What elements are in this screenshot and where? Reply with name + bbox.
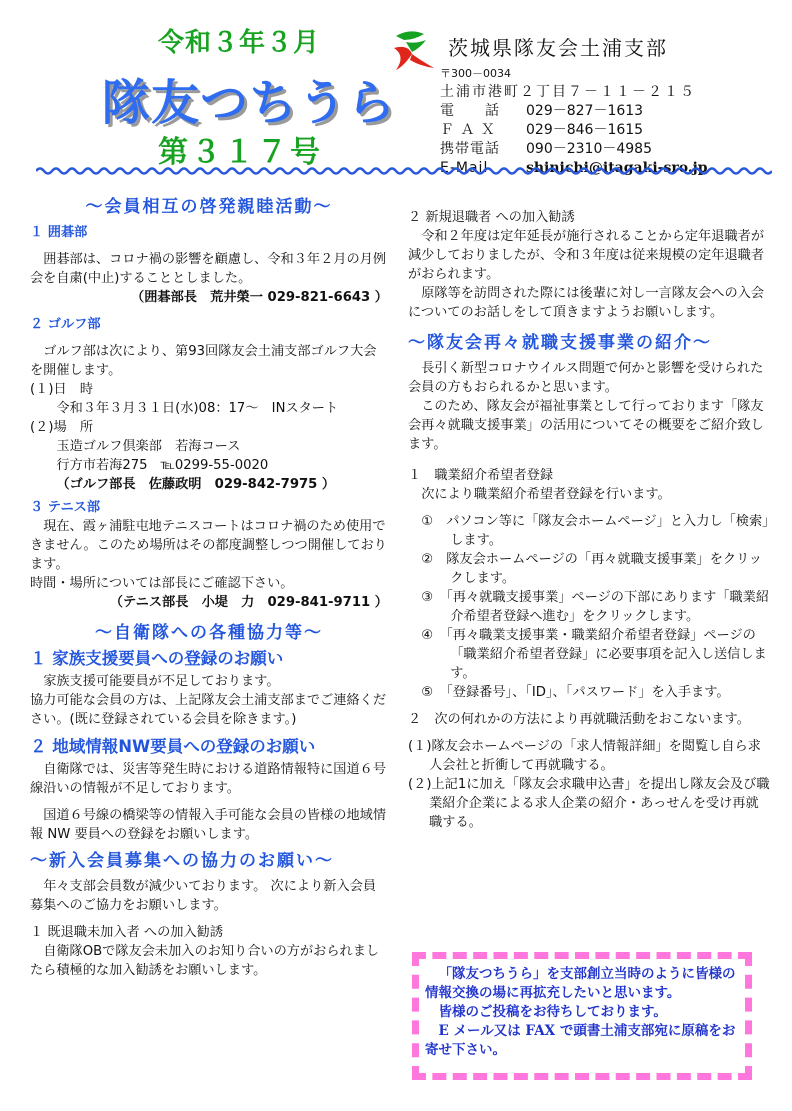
tennis-club-text: 現在、霞ヶ浦駐屯地テニスコートはコロナ禍のため使用できません。このため場所はその都度調整しつつ開催しております。 xyxy=(30,519,387,572)
organization-name: 茨城県隊友会土浦支部 xyxy=(448,36,668,60)
fax-number: 029－846－1615 xyxy=(526,122,644,138)
section-title-reemployment: 〜隊友会再々就職支援事業の紹介〜 xyxy=(408,333,712,353)
phone-row xyxy=(440,102,708,121)
section-title-activities: 〜会員相互の啓発親睦活動〜 xyxy=(85,197,333,217)
notice-line3: E メール又は FAX で頭書土浦支部宛に原稿をお寄せ下さい。 xyxy=(425,1023,736,1058)
job-activity-heading: ２ 次の何れかの方法により再就職活動をおこないます。 xyxy=(408,712,750,727)
golf-date: 令和３年３月３１日(水)08：17〜 INスタート xyxy=(56,401,339,416)
regional-nw-text2: 国道６号線の橋梁等の情報入手可能な会員の皆様の地域情報 NW 要員への登録をお願いします。 xyxy=(30,808,387,842)
reemployment-intro2: このため、隊友会が福祉事業として行っております「隊友会再々就職支援事業」の活用についてその概要をご紹介致します。 xyxy=(408,399,764,452)
family-support-text2: 協力可能な会員の方は、上記隊友会土浦支部までご連絡ください。(既に登録されている会員を除きます。) xyxy=(30,693,387,727)
job-activity-method2: (２)上記1に加え「隊友会求職申込書」を提出し隊友会及び職業紹介企業による求人企業の紹介・あっせんを受け再就職する。 xyxy=(408,777,770,830)
left-column xyxy=(30,190,388,980)
go-club-signature: （囲碁部長 荒井榮一 029-821-6643 ） xyxy=(131,290,388,305)
newsletter-date: 令和３年３月 xyxy=(158,28,321,58)
notice-line1: 「隊友つちうら」を支部創立当時のように皆様の情報交換の場に再拡充したいと思います。 xyxy=(425,966,736,1001)
golf-date-label: (１)日 時 xyxy=(30,382,94,397)
tennis-club-heading: ３ テニス部 xyxy=(30,500,101,515)
new-retiree-text2: 原隊等を訪問された際には後輩に対し一言隊友会への入会についてのお話しをして頂きますようお願いします。 xyxy=(408,286,765,320)
step-1: ① パソコン等に「隊友会ホームページ」と入力し「検索」します。 xyxy=(421,514,769,548)
mobile-row xyxy=(440,140,708,159)
fax-label: Ｆ Ａ Ｘ xyxy=(440,122,496,138)
notice-line2: 皆様のご投稿をお待ちしております。 xyxy=(438,1004,667,1020)
golf-club-heading: ２ ゴルフ部 xyxy=(30,317,101,332)
right-column xyxy=(408,208,770,832)
postal-code: 〒300－0034 xyxy=(440,67,511,80)
section-title-recruitment: 〜新入会員募集への協力のお願い〜 xyxy=(30,851,334,871)
go-club-heading: １ 囲碁部 xyxy=(30,225,88,240)
recruitment-text: 年々支部会員数が減少いております。 次により新入会員募集へのご協力をお願いします。 xyxy=(30,879,377,913)
phone-number: 029－827－1613 xyxy=(526,103,644,119)
family-support-text1: 家族支援可能要員が不足しております。 xyxy=(43,674,280,689)
email-label: E-Mail xyxy=(440,160,489,176)
golf-place-label: (２)場 所 xyxy=(30,420,94,435)
reemployment-intro1: 長引く新型コロナウイルス問題で何かと影響を受けられた会員の方もおられるかと思います。 xyxy=(408,361,764,395)
golf-place: 玉造ゴルフ倶楽部 若海コース xyxy=(56,439,241,454)
contact-block xyxy=(440,64,708,178)
mobile-number: 090－2310－4985 xyxy=(526,141,652,157)
issue-number: 第３１７号 xyxy=(158,135,323,170)
step-3: ③ 「再々就職支援事業」ページの下部にあります「職業紹介希望者登録へ進む」をクリックします。 xyxy=(421,590,770,624)
section-title-sdf-cooperation: 〜自衛隊への各種協力等〜 xyxy=(95,623,323,643)
job-registration-intro: 次により職業紹介希望者登録を行います。 xyxy=(421,487,671,502)
fax-row xyxy=(440,121,708,140)
golf-club-text: ゴルフ部は次により、第93回隊友会土浦支部ゴルフ大会を開催します。 xyxy=(30,344,377,378)
recruitment-item1-text: 自衛隊OBで隊友会未加入のお知り合いの方がおられましたら積極的な加入勧誘をお願いします。 xyxy=(30,944,380,978)
wavy-divider xyxy=(36,166,772,176)
tennis-club-note: 時間・場所については部長にご確認下さい。 xyxy=(30,576,294,591)
regional-nw-text1: 自衛隊では、災害等発生時における道路情報特に国道６号線沿いの情報が不足しております。 xyxy=(30,762,387,796)
step-2: ② 隊友会ホームページの「再々就職支援事業」をクリックします。 xyxy=(421,552,762,586)
job-registration-heading: １ 職業紹介希望者登録 xyxy=(408,468,554,483)
tennis-club-signature: （テニス部長 小堤 力 029-841-9711 ） xyxy=(109,595,388,610)
step-5: ⑤ 「登録番号」、「ID」、「パスワード」を入手ます。 xyxy=(421,685,730,700)
mobile-label: 携帯電話 xyxy=(440,141,500,157)
golf-place-address: 行方市若海275 ℡0299-55-0020 xyxy=(56,458,269,473)
new-retiree-heading: ２ 新規退職者 への加入勧誘 xyxy=(408,210,575,225)
regional-nw-heading: ２ 地域情報NW要員への登録のお願い xyxy=(30,737,316,756)
job-activity-method1: (１)隊友会ホームページの「求人情報詳細」を閲覧し自ら求人会社と折衝して再就職する。 xyxy=(408,739,761,773)
email-address: shinichi@itagaki-sro.jp xyxy=(526,160,708,176)
contribution-notice-box xyxy=(412,952,752,1080)
phone-label: 電 話 xyxy=(440,103,500,119)
recruitment-item1: １ 既退職未加入者 への加入勧誘 xyxy=(30,925,224,940)
step-4: ④ 「再々職業支援事業・職業紹介希望者登録」ページの「職業紹介希望者登録」に必要事項を記入し送信します。 xyxy=(421,628,767,681)
newsletter-title: 隊友つちうら xyxy=(102,75,397,131)
new-retiree-text1: 令和２年度は定年延長が施行されることから定年退職者が減少しておりましたが、令和３年度は従来規模の定年退職者がおられます。 xyxy=(408,229,765,282)
family-support-heading: １ 家族支援要員への登録のお願い xyxy=(30,649,284,668)
association-logo xyxy=(390,26,438,74)
golf-club-signature: （ゴルフ部長 佐藤政明 029-842-7975 ） xyxy=(56,477,336,492)
address: 土浦市港町２丁目７－１１－２１５ xyxy=(440,84,696,100)
go-club-text: 囲碁部は、コロナ禍の影響を顧慮し、令和３年２月の月例会を自粛(中止)することとしました。 xyxy=(30,252,387,286)
